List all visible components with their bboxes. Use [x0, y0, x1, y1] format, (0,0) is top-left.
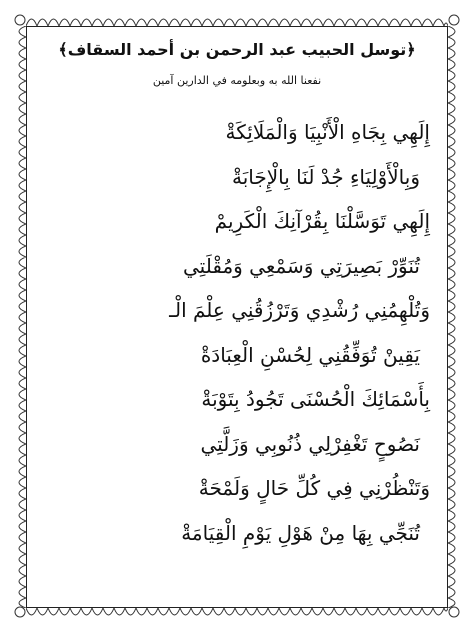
document-body — [40, 38, 434, 555]
page-title: ﴿توسل الحبيب عبد الرحمن بن أحمد السقاف﴾ — [58, 40, 416, 59]
verse-line: تُنَوِّرْ بَصِيرَتِي وَسَمْعِي وَمُقْلَتِي — [183, 253, 420, 278]
corner-ornament-bottom-left — [12, 604, 28, 620]
scallop-border-left — [12, 26, 26, 608]
verse-list — [40, 110, 434, 555]
page-subtitle: نفعنا الله به وبعلومه في الدارين آمين — [152, 74, 322, 87]
corner-ornament-top-left — [12, 12, 28, 28]
corner-ornament-bottom-right — [446, 604, 462, 620]
scallop-border-right — [448, 26, 462, 608]
verse-line: وَتُلْهِمُنِي رُشْدِي وَتَرْزُقُنِي عِلْمَ الْـ — [169, 298, 430, 322]
verse-line: إِلَهِي بِجَاهِ الْأَنْبِيَا وَالْمَلَائِكَةْ — [225, 120, 430, 144]
verse-line: وَبِالْأَوْلِيَاءِ جُدْ لَنَا بِالْإِجَابَةْ — [232, 164, 420, 189]
scallop-border-top — [26, 12, 448, 26]
verse-line: بِأَسْمَائِكَ الْحُسْنَى تَجُودُ بِتَوْبَةْ — [201, 387, 430, 411]
verse-line: تُنَجِّي بِهَا مِنْ هَوْلِ يَوْمِ الْقِيَامَةْ — [181, 520, 420, 545]
verse-line: يَقِينْ تُوَفِّقُنِي لِحُسْنِ الْعِبَادَةْ — [200, 342, 420, 367]
scallop-border-bottom — [26, 608, 448, 622]
verse-line: نَصُوحٍ تَغْفِرْلِي ذُنُوبِي وَزَلَّتِي — [200, 431, 420, 456]
corner-ornament-top-right — [446, 12, 462, 28]
verse-line: وَتَنْظُرْنِي فِي كُلِّ حَالٍ وَلَمْحَةْ — [198, 476, 430, 500]
verse-line: إِلَهِي تَوَسَّلْنَا بِقُرْآنِكَ الْكَرِيمْ — [214, 209, 430, 233]
